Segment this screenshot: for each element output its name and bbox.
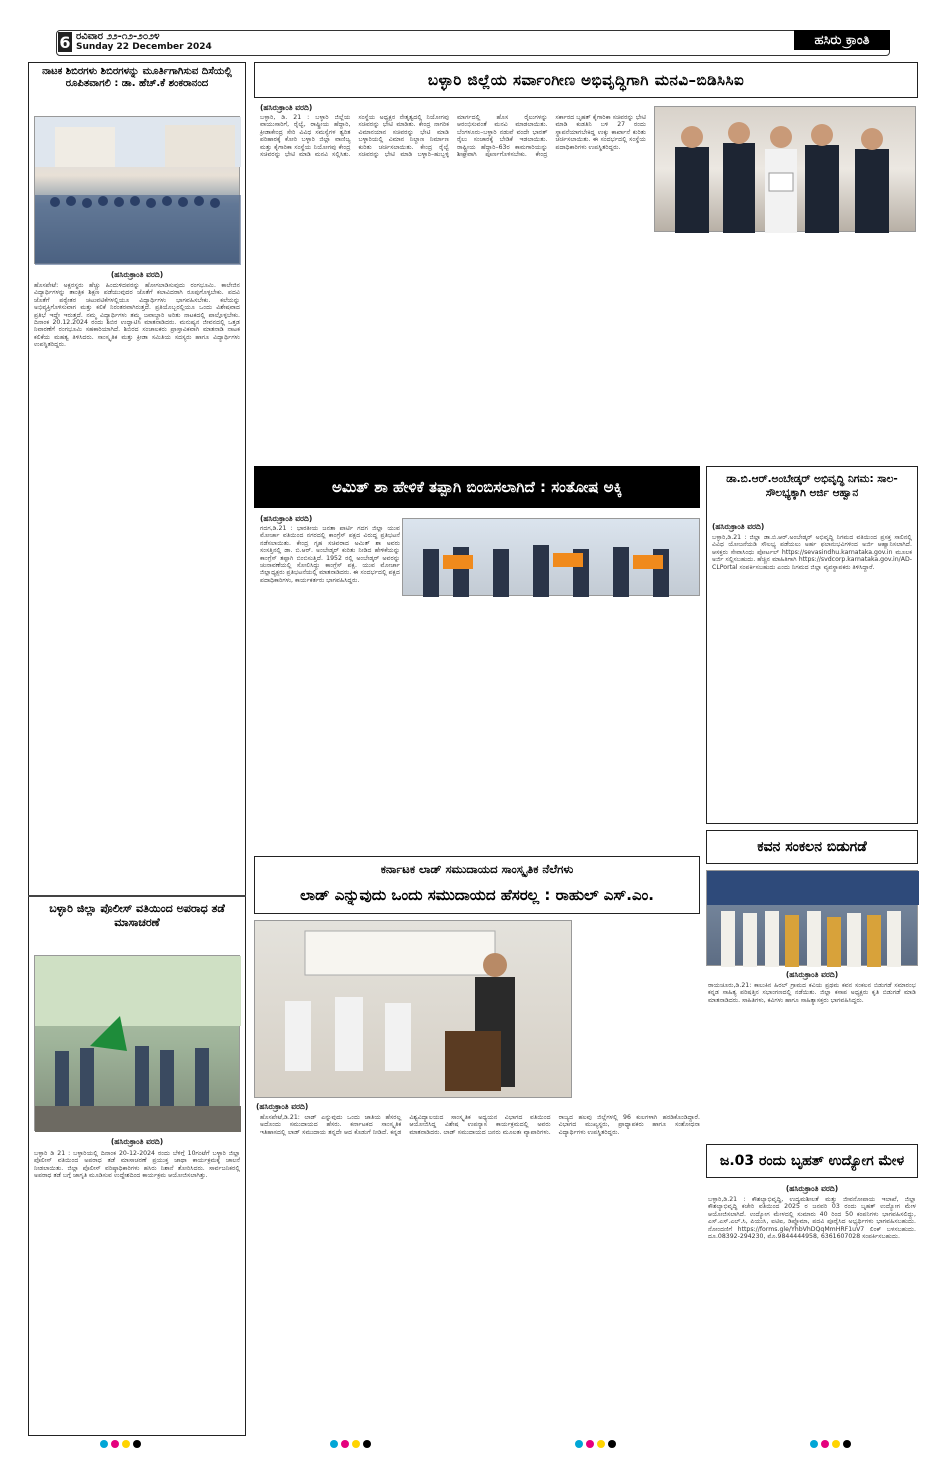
date-kannada: ರವಿವಾರ ೨೨-೧೨-೨೦೨೪ (76, 31, 160, 42)
story3-body: ಗದಗ,ಡಿ.21 : ಭಾರತೀಯ ಜನತಾ ಪಾರ್ಟಿ ಗದಗ ಜಿಲ್ಲಾ ಯುವ ಮೋರ್ಚಾ ವತಿಯಿಂದ ನಗರದಲ್ಲಿ ಕಾಂಗ್ರೆಸ್ ಪಕ್ಷದ ವಿರುದ್ಧ ಪ್ರತಿಭಟನೆ ನಡೆಸಲಾಯಿತು. ಕೇಂದ್ರ ಗೃಹ ಸಚಿವರಾದ ಅಮಿತ್ ಶಾ ಅವರು ಸಂಸತ್ತಿನಲ್ಲಿ ಡಾ. ಬಿ.ಆರ್. ಅಂಬೇಡ್ಕರ್ ಕುರಿತು ನೀಡಿದ ಹೇಳಿಕೆಯನ್ನು ಕಾಂಗ್ರೆಸ್ ತಪ್ಪಾಗಿ ಬಿಂಬಿಸುತ್ತಿದೆ. 1952 ರಲ್ಲಿ ಅಂಬೇಡ್ಕರ್ ಅವರನ್ನು ಚುನಾವಣೆಯಲ್ಲಿ ಸೋಲಿಸಿದ್ದು ಕಾಂಗ್ರೆಸ್ ಪಕ್ಷ. ಯುವ ಮೋರ್ಚಾ ಜಿಲ್ಲಾಧ್ಯಕ್ಷರು ಪ್ರತಿಭಟನೆಯಲ್ಲಿ ಮಾತನಾಡಿದರು. ಈ ಸಂದರ್ಭದಲ್ಲಿ ಪಕ್ಷದ ಪದಾಧಿಕಾರಿಗಳು, ಕಾರ್ಯಕರ್ತರು ಭಾಗವಹಿಸಿದ್ದರು. (260, 525, 400, 584)
story4-body-right (578, 920, 700, 1100)
story4-photo-art (255, 921, 573, 1099)
story2-credit: (ಹಸಿರುಕ್ರಾಂತಿ ವರದಿ) (110, 1137, 164, 1146)
registration-dots-4 (810, 1440, 851, 1448)
lead-body: ಬಳ್ಳಾರಿ, ಡಿ. 21 : ಬಳ್ಳಾರಿ ಜಿಲ್ಲೆಯ ವಾಯುಸಾರಿಗೆ, ರೈಲ್ವೆ, ರಾಷ್ಟ್ರೀಯ ಹೆದ್ದಾರಿ, ಕ್ರೀಡಾಕೇಂದ್ರ ಸೇರಿ ವಿವಿಧ ಸಮಸ್ಯೆಗಳ ತ್ವರಿತ ಪರಿಹಾರಕ್ಕೆ ಕೋರಿ ಬಳ್ಳಾರಿ ಜಿಲ್ಲಾ ವಾಣಿಜ್ಯ ಮತ್ತು ಕೈಗಾರಿಕಾ ಸಂಸ್ಥೆಯ ನಿಯೋಗವು ಕೇಂದ್ರ ಸಚಿವರನ್ನು ಭೇಟಿ ಮಾಡಿ ಮನವಿ ಸಲ್ಲಿಸಿತು. ಸಂಸ್ಥೆಯ ಅಧ್ಯಕ್ಷರ ನೇತೃತ್ವದಲ್ಲಿ ನಿಯೋಗವು ಸಚಿವರನ್ನು ಭೇಟಿ ಮಾಡಿತು. ಕೇಂದ್ರ ನಾಗರಿಕ ವಿಮಾನಯಾನ ಸಚಿವರನ್ನು ಭೇಟಿ ಮಾಡಿ ಬಳ್ಳಾರಿಯಲ್ಲಿ ವಿಮಾನ ನಿಲ್ದಾಣ ನಿರ್ಮಾಣ ಕುರಿತು ಚರ್ಚಿಸಲಾಯಿತು. ಕೇಂದ್ರ ರೈಲ್ವೆ ಸಚಿವರನ್ನು ಭೇಟಿ ಮಾಡಿ ಬಳ್ಳಾರಿ–ಹುಬ್ಬಳ್ಳಿ ಮಾರ್ಗದಲ್ಲಿ ಹೊಸ ರೈಲುಗಳನ್ನು ಆರಂಭಿಸುವಂತೆ ಮನವಿ ಮಾಡಲಾಯಿತು. ಬೆಂಗಳೂರು–ಬಳ್ಳಾರಿ ನಡುವೆ ವಂದೇ ಭಾರತ್ ರೈಲು ಸಂಚಾರಕ್ಕೆ ಬೇಡಿಕೆ ಇಡಲಾಯಿತು. ರಾಷ್ಟ್ರೀಯ ಹೆದ್ದಾರಿ–63ರ ಕಾಮಗಾರಿಯನ್ನು ಶೀಘ್ರವಾಗಿ ಪೂರ್ಣಗೊಳಿಸಬೇಕು. ಕೇಂದ್ರ ಸರ್ಕಾರದ ಬೃಹತ್ ಕೈಗಾರಿಕಾ ಸಚಿವರನ್ನು ಭೇಟಿ ಮಾಡಿ ಕುಡತಿನಿ ಬಳಿ 27 ರಂದು ಸ್ಥಾಪನೆಯಾಗಬೇಕಿದ್ದ ಉಕ್ಕು ಕಾರ್ಖಾನೆ ಕುರಿತು ಚರ್ಚಿಸಲಾಯಿತು. ಈ ಸಂದರ್ಭದಲ್ಲಿ ಸಂಸ್ಥೆಯ ಪದಾಧಿಕಾರಿಗಳು ಉಪಸ್ಥಿತರಿದ್ದರು. (260, 114, 646, 159)
story4-kicker: ಕರ್ನಾಟಕ ಲಾಡ್ ಸಮುದಾಯದ ಸಾಂಸ್ಕೃತಿಕ ನೆಲೆಗಳು (380, 862, 574, 876)
black-dot (363, 1440, 371, 1448)
story6-headline: ಕವನ ಸಂಕಲನ ಬಿಡುಗಡೆ (757, 839, 867, 855)
cyan-dot (100, 1440, 108, 1448)
story6-credit: (ಹಸಿರುಕ್ರಾಂತಿ ವರದಿ) (785, 970, 839, 979)
lead-photo-art (655, 107, 917, 233)
story3-photo (402, 518, 700, 596)
story5-credit: (ಹಸಿರುಕ್ರಾಂತಿ ವರದಿ) (712, 522, 765, 531)
story5-body: ಬಳ್ಳಾರಿ,ಡಿ.21 : ಜಿಲ್ಲಾ ಡಾ.ಬಿ.ಆರ್.ಅಂಬೇಡ್ಕರ್ ಅಭಿವೃದ್ಧಿ ನಿಗಮದ ವತಿಯಿಂದ ಪ್ರಸಕ್ತ ಸಾಲಿನಲ್ಲಿ ವಿವಿಧ ಯೋಜನೆಯಡಿ ಸೌಲಭ್ಯ ಪಡೆಯಲು ಅರ್ಹ ಫಲಾನುಭವಿಗಳಿಂದ ಅರ್ಜಿ ಆಹ್ವಾನಿಸಲಾಗಿದೆ. ಆಸಕ್ತರು ಸೇವಾಸಿಂಧು ಪೋರ್ಟಲ್ https://sevasindhu.karnataka.gov.in ಮೂಲಕ ಅರ್ಜಿ ಸಲ್ಲಿಸಬಹುದು. ಹೆಚ್ಚಿನ ಮಾಹಿತಿಗಾಗಿ https://svdcorp.karnataka.gov.in/AD-CLPortal ಸಂಪರ್ಕಿಸಬಹುದು ಎಂದು ನಿಗಮದ ಜಿಲ್ಲಾ ವ್ಯವಸ್ಥಾಪಕರು ತಿಳಿಸಿದ್ದಾರೆ. (712, 534, 912, 571)
masthead: ಹಸಿರು ಕ್ರಾಂತಿ (794, 30, 890, 50)
story1-headline: ನಾಟಕ ಶಿಬಿರಗಳು ಶಿಬಿರಗಳನ್ನು ಮೂರ್ತಿಗಾಗಿಸುವ ದಿಸೆಯಲ್ಲಿ ರೂಪಿತವಾಗಲಿ : ಡಾ. ಹೆಚ್.ಕೆ ಶಂಕರಾನಂದ (42, 66, 232, 89)
date-english: Sunday 22 December 2024 (76, 42, 212, 52)
registration-dots-2 (330, 1440, 371, 1448)
story7-credit: (ಹಸಿರುಕ್ರಾಂತಿ ವರದಿ) (785, 1184, 839, 1193)
story2-body: ಬಳ್ಳಾರಿ ಡಿ 21 : ಬಳ್ಳಾರಿಯಲ್ಲಿ ದಿನಾಂಕ 20-12-2024 ರಂದು ಬೆಳಿಗ್ಗೆ 10ಗಂಟೆಗೆ ಬಳ್ಳಾರಿ ಜಿಲ್ಲಾ ಪೊಲೀಸ್ ವತಿಯಿಂದ ಅಪರಾಧ ತಡೆ ಮಾಸಾಚರಣೆ ಪ್ರಯುಕ್ತ ಜಾಥಾ ಕಾರ್ಯಕ್ರಮಕ್ಕೆ ಚಾಲನೆ ನೀಡಲಾಯಿತು. ಜಿಲ್ಲಾ ಪೊಲೀಸ್ ವರಿಷ್ಠಾಧಿಕಾರಿಗಳು ಹಸಿರು ನಿಶಾನೆ ತೋರಿಸಿದರು. ಸಾರ್ವಜನಿಕರಲ್ಲಿ ಅಪರಾಧ ತಡೆ ಬಗ್ಗೆ ಜಾಗೃತಿ ಮೂಡಿಸುವ ಉದ್ದೇಶದಿಂದ ಕಾರ್ಯಕ್ರಮ ಆಯೋಜಿಸಲಾಗಿತ್ತು. (34, 1150, 240, 1180)
lead-credit: (ಹಸಿರುಕ್ರಾಂತಿ ವರದಿ) (260, 103, 313, 112)
story4-body: ಹೊಸಪೇಟೆ,ಡಿ.21: ಲಾಡ್ ಎನ್ನುವುದು ಒಂದು ಜಾತಿಯ ಹೆಸರಲ್ಲ ಅದೊಂದು ಸಮುದಾಯದ ಹೆಸರು. ಕರ್ನಾಟಕದ ಸಾಂಸ್ಕೃತಿಕ ಇತಿಹಾಸದಲ್ಲಿ ಲಾಡ್ ಸಮುದಾಯ ತನ್ನದೇ ಆದ ಕೊಡುಗೆ ನೀಡಿದೆ. ಕನ್ನಡ ವಿಶ್ವವಿದ್ಯಾಲಯದ ಸಾಂಸ್ಕೃತಿಕ ಅಧ್ಯಯನ ವಿಭಾಗದ ವತಿಯಿಂದ ಆಯೋಜಿಸಿದ್ದ ವಿಶೇಷ ಉಪನ್ಯಾಸ ಕಾರ್ಯಕ್ರಮದಲ್ಲಿ ಅವರು ಮಾತನಾಡಿದರು. ಲಾಡ್ ಸಮುದಾಯದ ಜನರು ಮೂಲತಃ ವ್ಯಾಪಾರಿಗಳು. ರಾಜ್ಯದ ಹಲವು ಜಿಲ್ಲೆಗಳಲ್ಲಿ 96 ಕುಲಗಳಾಗಿ ಹರಡಿಕೊಂಡಿದ್ದಾರೆ. ವಿಭಾಗದ ಮುಖ್ಯಸ್ಥರು, ಪ್ರಾಧ್ಯಾಪಕರು ಹಾಗೂ ಸಂಶೋಧನಾ ವಿದ್ಯಾರ್ಥಿಗಳು ಉಪಸ್ಥಿತರಿದ್ದರು. (260, 1114, 700, 1136)
story3-photo-art (403, 519, 701, 597)
story4-credit: (ಹಸಿರುಕ್ರಾಂತಿ ವರದಿ) (256, 1102, 309, 1111)
lead-photo (654, 106, 916, 232)
cyan-dot (575, 1440, 583, 1448)
lead-headline: ಬಳ್ಳಾರಿ ಜಿಲ್ಲೆಯ ಸರ್ವಾಂಗೀಣ ಅಭಿವೃದ್ಧಿಗಾಗಿ ಮನವಿ–ಬಿಡಿಸಿಸಿಐ (427, 71, 745, 89)
story1-photo (34, 116, 240, 264)
yellow-dot (122, 1440, 130, 1448)
magenta-dot (341, 1440, 349, 1448)
black-dot (843, 1440, 851, 1448)
page-number: 6 (59, 32, 71, 52)
magenta-dot (586, 1440, 594, 1448)
story2-photo (34, 955, 240, 1131)
story3-body-continued (260, 600, 700, 850)
story6-body: ರಾಯಚೂರು,ಡಿ.21: ಕಾಲುಕಿನ ಹಿರಲ್ ಗ್ರಾಮದ ಕವಿಯ ಪ್ರಥಮ ಕವನ ಸಂಕಲನ ಬಿಡುಗಡೆ ಸಮಾರಂಭ ಕನ್ನಡ ಸಾಹಿತ್ಯ ಪರಿಷತ್ತಿನ ಸಭಾಂಗಣದಲ್ಲಿ ನಡೆಯಿತು. ಜಿಲ್ಲಾ ಕಸಾಪ ಅಧ್ಯಕ್ಷರು ಕೃತಿ ಬಿಡುಗಡೆ ಮಾಡಿ ಮಾತನಾಡಿದರು. ಸಾಹಿತಿಗಳು, ಕವಿಗಳು ಹಾಗೂ ಸಾಹಿತ್ಯಾಸಕ್ತರು ಭಾಗವಹಿಸಿದ್ದರು. (708, 982, 916, 1004)
cyan-dot (810, 1440, 818, 1448)
story6-photo-art (707, 871, 919, 967)
yellow-dot (597, 1440, 605, 1448)
story7-headline: ಜ.03 ರಂದು ಬೃಹತ್ ಉದ್ಯೋಗ ಮೇಳ (719, 1153, 905, 1169)
magenta-dot (111, 1440, 119, 1448)
story1-credit: (ಹಸಿರುಕ್ರಾಂತಿ ವರದಿ) (110, 270, 164, 279)
column-divider (28, 895, 246, 897)
yellow-dot (352, 1440, 360, 1448)
yellow-dot (832, 1440, 840, 1448)
story7-body: ಬಳ್ಳಾರಿ,ಡಿ.21 : ಕೌಶಲ್ಯಾಭಿವೃದ್ಧಿ, ಉದ್ಯಮಶೀಲತೆ ಮತ್ತು ಜೀವನೋಪಾಯ ಇಲಾಖೆ, ಜಿಲ್ಲಾ ಕೌಶಲ್ಯಾಭಿವೃದ್ಧಿ ಕಚೇರಿ ವತಿಯಿಂದ 2025 ರ ಜನವರಿ 03 ರಂದು ಬೃಹತ್ ಉದ್ಯೋಗ ಮೇಳ ಆಯೋಜಿಸಲಾಗಿದೆ. ಉದ್ಯೋಗ ಮೇಳದಲ್ಲಿ ಸುಮಾರು 40 ರಿಂದ 50 ಕಂಪನಿಗಳು ಭಾಗವಹಿಸಲಿದ್ದು, ಎಸ್.ಎಸ್.ಎಲ್.ಸಿ, ಪಿಯುಸಿ, ಐಟಿಐ, ಡಿಪ್ಲೊಮಾ, ಪದವಿ ಪೂರೈಸಿದ ಅಭ್ಯರ್ಥಿಗಳು ಭಾಗವಹಿಸಬಹುದು. ನೋಂದಣಿಗೆ https://forms.gle/YhbVhDQqMmHRF1uV7 ಲಿಂಕ್ ಬಳಸಬಹುದು. ದೂ.08392-294230, ಮೊ.9844444958, 6361607028 ಸಂಪರ್ಕಿಸಬಹುದು. (708, 1196, 916, 1241)
black-dot (133, 1440, 141, 1448)
story2-photo-art (35, 956, 241, 1132)
story3-credit: (ಹಸಿರುಕ್ರಾಂತಿ ವರದಿ) (260, 514, 313, 523)
registration-dots-3 (575, 1440, 616, 1448)
story1-body: ಹೊಸಪೇಟೆ: ಅಕ್ಷರಸ್ಥರು ಹೆಚ್ಚು ಹಿಂದುಳಿದವರನ್ನು ಹೋಗಲಾಡಿಸುವುದು ರಂಗಭೂಮಿ. ಕಾಲೇಜಿನ ವಿದ್ಯಾರ್ಥಿಗಳನ್ನು ತಾಂತ್ರಿಕ ಶಿಕ್ಷಣ ಪಡೆಯುವುದರ ಜೊತೆಗೆ ಕಲಾವಿದರಾಗಿ ರೂಪುಗೊಳ್ಳಬೇಕು. ಪದವಿ ಜೊತೆಗೆ ಪಠ್ಯೇತರ ಚಟುವಟಿಕೆಗಳಲ್ಲಿಯೂ ವಿದ್ಯಾರ್ಥಿಗಳು ಭಾಗವಹಿಸಬೇಕು. ಕಲೆಯನ್ನು ಅಭಿವ್ಯಕ್ತಿಗೊಳಿಸುವಾಗ ಮತ್ತು ಕಲಿಕೆ ನಿರಂತರವಾಗಿರುತ್ತದೆ. ಪ್ರತಿಯೊಬ್ಬರಲ್ಲಿಯೂ ಒಂದು ವಿಶೇಷವಾದ ಪ್ರತಿಭೆ ಇದ್ದೇ ಇರುತ್ತದೆ. ನಮ್ಮ ವಿದ್ಯಾರ್ಥಿಗಳು ತಮ್ಮ ಜವಾಬ್ದಾರಿ ಅರಿತು ನಾಟಕದಲ್ಲಿ ಪಾಲ್ಗೊಳ್ಳಬೇಕು. ದಿನಾಂಕ 20.12.2024 ರಂದು ಶಿಬಿರ ಉದ್ಘಾಟಿಸಿ ಮಾತನಾಡಿದರು. ಮನುಷ್ಯನ ಜೀವನದಲ್ಲಿ ಒತ್ತಡ ನಿವಾರಣೆಗೆ ರಂಗಭೂಮಿ ಸಹಕಾರಿಯಾಗಿದೆ. ಶಿಬಿರದ ಸಂಚಾಲಕರು ಪ್ರಾಸ್ತಾವಿಕವಾಗಿ ಮಾತನಾಡಿ ನಾಟಕ ಕಲಿಕೆಯ ಮಹತ್ವ ತಿಳಿಸಿದರು. ಸಾಂಸ್ಕೃತಿಕ ಮತ್ತು ಕ್ರೀಡಾ ಸಮಿತಿಯ ಸದಸ್ಯರು ಹಾಗೂ ವಿದ್ಯಾರ್ಥಿಗಳು ಉಪಸ್ಥಿತರಿದ್ದರು. (34, 282, 240, 349)
story5-headline: ಡಾ.ಬಿ.ಆರ್.ಅಂಬೇಡ್ಕರ್ ಅಭಿವೃದ್ಧಿ ನಿಗಮ: ಸಾಲ-ಸೌಲಭ್ಯಕ್ಕಾಗಿ ಅರ್ಜಿ ಆಹ್ವಾನ (726, 473, 898, 499)
story6-photo (706, 870, 918, 966)
story3-headline: ಅಮಿತ್ ಶಾ ಹೇಳಿಕೆ ತಪ್ಪಾಗಿ ಬಿಂಬಿಸಲಾಗಿದೆ : ಸಂತೋಷ ಅಕ್ಕಿ (331, 478, 623, 496)
magenta-dot (821, 1440, 829, 1448)
story4-photo (254, 920, 572, 1098)
lead-body-continued (654, 238, 916, 460)
cyan-dot (330, 1440, 338, 1448)
story1-photo-art (35, 117, 241, 265)
story4-headline: ಲಾಡ್ ಎನ್ನುವುದು ಒಂದು ಸಮುದಾಯದ ಹೆಸರಲ್ಲ : ರಾಹುಲ್ ಎಸ್.ಎಂ. (300, 886, 654, 904)
story2-headline: ಬಳ್ಳಾರಿ ಜಿಲ್ಲಾ ಪೊಲೀಸ್ ವತಿಯಿಂದ ಅಪರಾಧ ತಡೆ ಮಾಸಾಚರಣೆ (49, 902, 225, 929)
black-dot (608, 1440, 616, 1448)
registration-dots-1 (100, 1440, 141, 1448)
